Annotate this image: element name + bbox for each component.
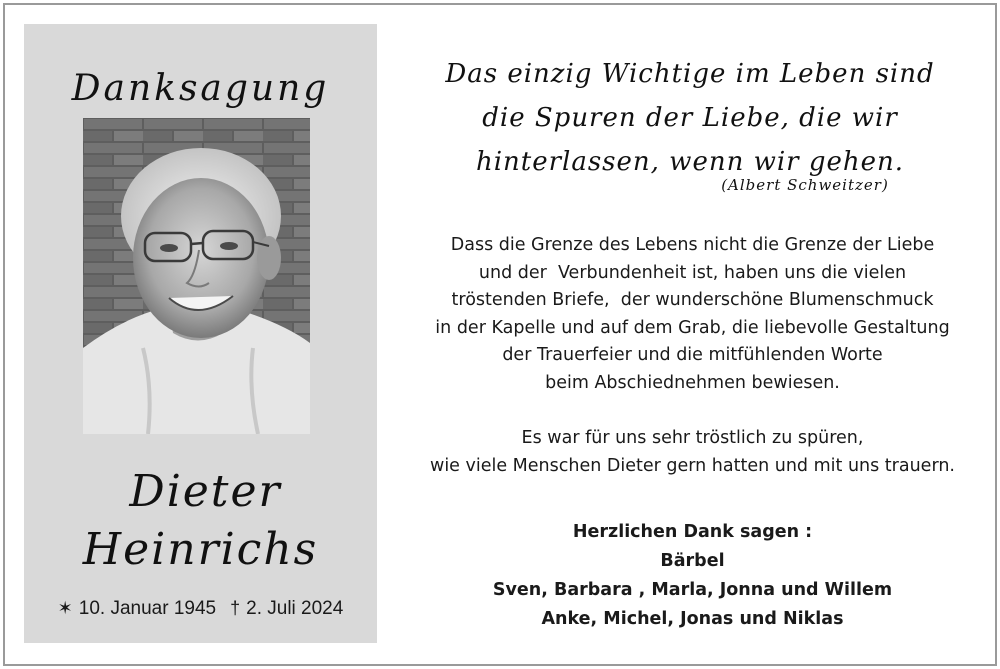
birth-date: 10. Januar 1945 (78, 598, 217, 619)
danksagung-title: Danksagung (71, 68, 330, 109)
death-date: 2. Juli 2024 (246, 598, 344, 619)
quote-line: die Spuren der Liebe, die wir (482, 103, 898, 133)
paragraph-line: in der Kapelle und auf dem Grab, die liebevolle Gestaltung (435, 317, 950, 338)
paragraph-line: Es war für uns sehr tröstlich zu spüren, (521, 428, 864, 448)
paragraph-line: beim Abschiednehmen bewiesen. (545, 372, 840, 393)
quote-author: (Albert Schweitzer) (721, 176, 889, 194)
deceased-first-name: Dieter (129, 466, 282, 517)
life-dates (24, 598, 377, 620)
portrait-photo (83, 118, 310, 434)
quote-line: Das einzig Wichtige im Leben sind (445, 59, 935, 89)
thanks-paragraph-1 (395, 232, 990, 398)
quote (400, 52, 980, 184)
signer-line: Anke, Michel, Jonas und Niklas (541, 609, 844, 629)
paragraph-line: der Trauerfeier und die mitfühlenden Worte (502, 345, 883, 366)
left-panel (24, 24, 377, 643)
signer-line: Bärbel (660, 551, 725, 571)
signers-heading: Herzlichen Dank sagen : (572, 522, 813, 542)
death-cross-icon: † (230, 598, 241, 618)
deceased-last-name: Heinrichs (82, 524, 319, 575)
paragraph-line: und der Verbundenheit ist, haben uns die vielen (478, 262, 907, 283)
signer-line: Sven, Barbara , Marla, Jonna und Willem (492, 580, 893, 600)
thanks-paragraph-2 (395, 425, 990, 480)
birth-star-icon: ✶ (57, 598, 73, 618)
paragraph-line: wie viele Menschen Dieter gern hatten und mit uns trauern. (430, 455, 955, 476)
paragraph-line: Dass die Grenze des Lebens nicht die Grenze der Liebe (450, 235, 935, 255)
paragraph-line: tröstenden Briefe, der wunderschöne Blumenschmuck (451, 290, 934, 311)
signers-block (395, 518, 990, 634)
quote-line: hinterlassen, wenn wir gehen. (475, 147, 905, 177)
